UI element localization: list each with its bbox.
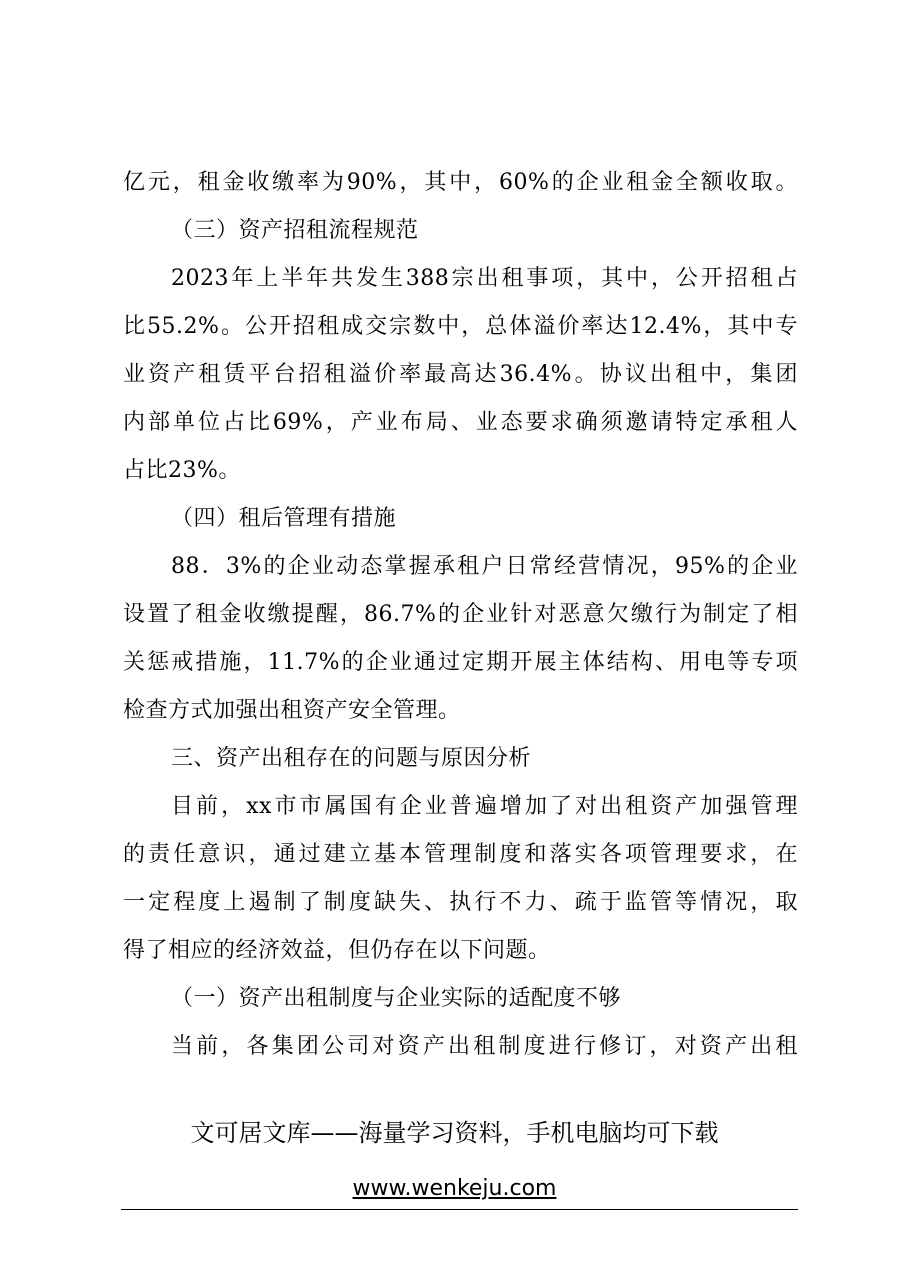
paragraph-line: 88．3%的企业动态掌握承租户日常经营情况，95%的企业 [171,554,798,579]
paragraph-line: 关惩戒措施，11.7%的企业通过定期开展主体结构、用电等专项 [123,650,798,675]
paragraph-line: 占比23%。 [123,458,241,483]
paragraph-line: 内部单位占比69%，产业布局、业态要求确须邀请特定承租人 [123,410,798,435]
paragraph-line: 当前，各集团公司对资产出租制度进行修订，对资产出租 [171,1034,798,1059]
footer-divider [121,1209,798,1210]
chapter-heading: 三、资产出租存在的问题与原因分析 [171,746,532,771]
paragraph-line: 设置了租金收缴提醒，86.7%的企业针对恶意欠缴行为制定了相 [123,602,798,627]
paragraph-line: 比55.2%。公开招租成交宗数中，总体溢价率达12.4%，其中专 [123,314,798,339]
paragraph-line: 得了相应的经济效益，但仍存在以下问题。 [123,938,551,963]
section-heading: （一）资产出租制度与企业实际的适配度不够 [171,986,622,1011]
paragraph-line: 业资产租赁平台招租溢价率最高达36.4%。协议出租中，集团 [123,362,798,387]
paragraph-line: 亿元，租金收缴率为90%，其中，60%的企业租金全额收取。 [123,170,798,195]
section-heading: （三）资产招租流程规范 [171,218,419,243]
footer-title: 文可居文库——海量学习资料，手机电脑均可下载 [190,1119,719,1147]
paragraph-line: 目前，xx市市属国有企业普遍增加了对出租资产加强管理 [171,794,798,819]
paragraph-line: 2023年上半年共发生388宗出租事项，其中，公开招租占 [171,266,798,291]
footer-link[interactable]: www.wenkeju.com [352,1176,557,1201]
section-heading: （四）租后管理有措施 [171,506,397,531]
paragraph-line: 的责任意识，通过建立基本管理制度和落实各项管理要求，在 [123,842,798,867]
paragraph-line: 检查方式加强出租资产安全管理。 [123,698,461,723]
paragraph-line: 一定程度上遏制了制度缺失、执行不力、疏于监管等情况，取 [123,890,798,915]
